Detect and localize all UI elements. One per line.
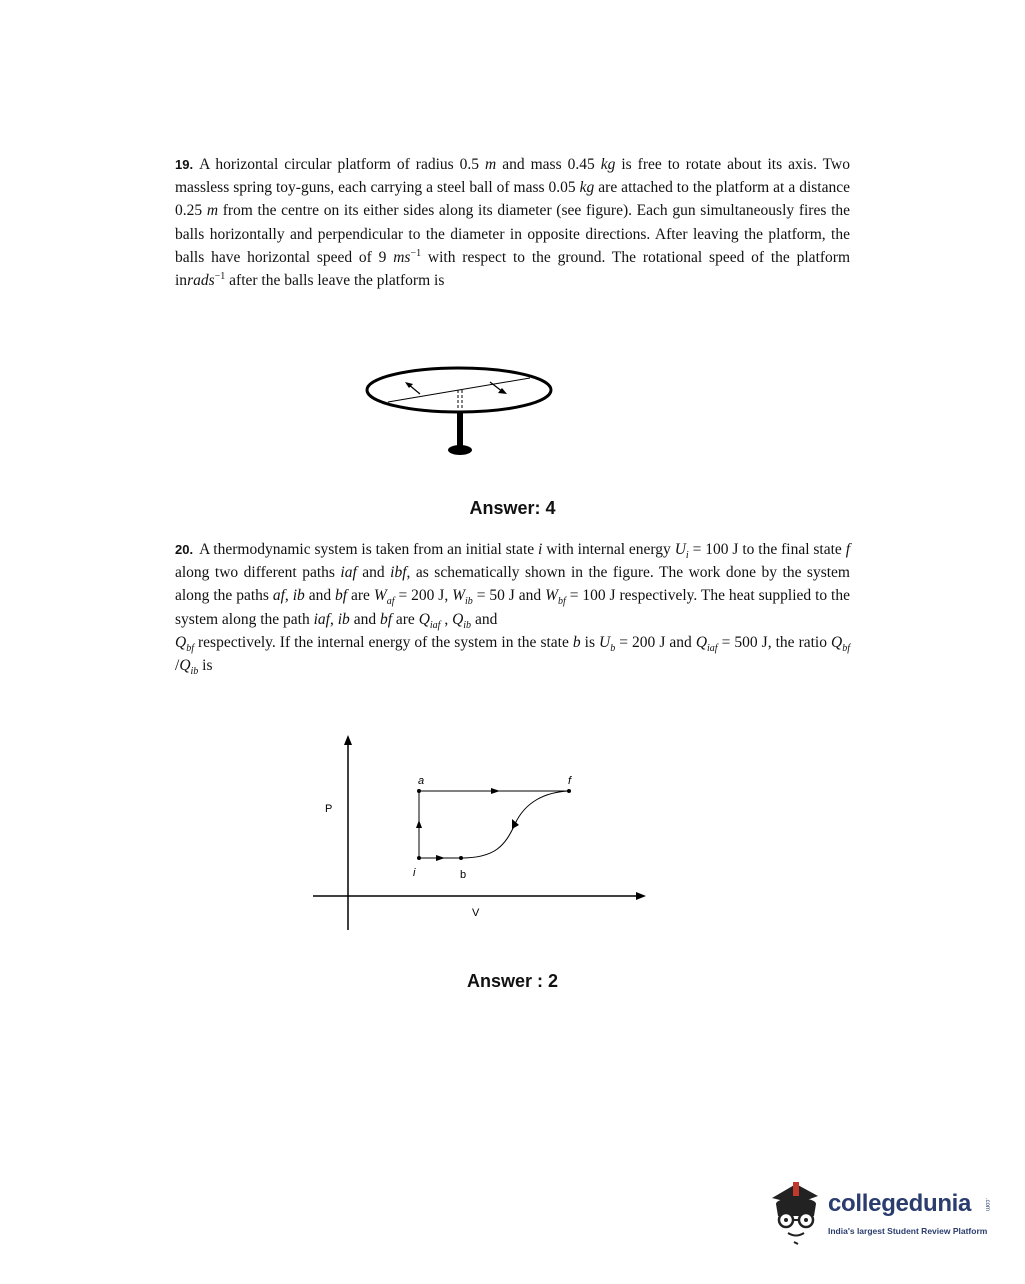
label-a: a bbox=[418, 775, 425, 787]
platform-diameter bbox=[388, 378, 530, 402]
p-label: P bbox=[325, 803, 333, 815]
brand-name: collegedunia bbox=[828, 1190, 972, 1217]
answer-19: Answer: 4 bbox=[469, 498, 556, 518]
platform-figure bbox=[360, 360, 560, 460]
collegedunia-logo[interactable] bbox=[766, 1176, 996, 1246]
point-a bbox=[417, 789, 421, 793]
label-b: b bbox=[460, 869, 467, 881]
label-f: f bbox=[568, 775, 572, 787]
answer-20: Answer : 2 bbox=[466, 971, 559, 991]
mascot-icon bbox=[766, 1176, 826, 1246]
point-b bbox=[459, 856, 463, 860]
point-i bbox=[417, 856, 421, 860]
platform-axle bbox=[457, 412, 463, 448]
question-19: 19. A horizontal circular platform of radius 0.5 m and mass 0.45 kg is free to rotate about its axis. Two massless spring toy-guns, each carrying a steel ball of mass 0.05 kg are attached to the platform at a distance 0.25 m from the centre on its either sides along its diameter (see figure). Each gun simultaneously fires the balls horizontally and perpendicular to the diameter in opposite directions. After leaving the platform, the balls have horizontal speed of 9 $ms^{-1}$ with respect to the ground. The rotational speed of the platform inrads$^{-1}$ after the balls leave the platform is bbox=[175, 156, 851, 290]
label-i: i bbox=[413, 867, 416, 879]
point-f bbox=[567, 789, 571, 793]
v-axis-arrow bbox=[636, 892, 646, 900]
question-20: 20. A thermodynamic system is taken from an initial state i with internal energy $U_i = 100$ J to the final state f along two different paths iaf and ibf, as schematically shown in the figure. The work done by the system along the paths af, ib and bf are $W_{af} = 200$ J, $W_{ib} = 50$ J and $W_{bf} = 100$ J respectively. The heat supplied to the system along the path iaf, ib and bf are $Q_{iaf}$ , $Q_{ib}$ and $Q_{bf}$ respectively. If the internal energy of the system in the state b is $U_b = 200$ J and $Q_{iaf} = 500$ J, the ratio $Q_{bf}$ $/Q_{ib}$ is bbox=[175, 541, 851, 678]
question-number: 20. bbox=[175, 542, 194, 557]
pv-diagram bbox=[305, 728, 655, 938]
platform-base bbox=[448, 445, 472, 455]
brand-suffix: .com bbox=[984, 1198, 990, 1212]
v-label: V bbox=[472, 907, 480, 919]
question-number: 19. bbox=[175, 157, 194, 172]
p-axis-arrow bbox=[344, 735, 352, 745]
brand-tagline: India's largest Student Review Platform bbox=[828, 1226, 988, 1236]
